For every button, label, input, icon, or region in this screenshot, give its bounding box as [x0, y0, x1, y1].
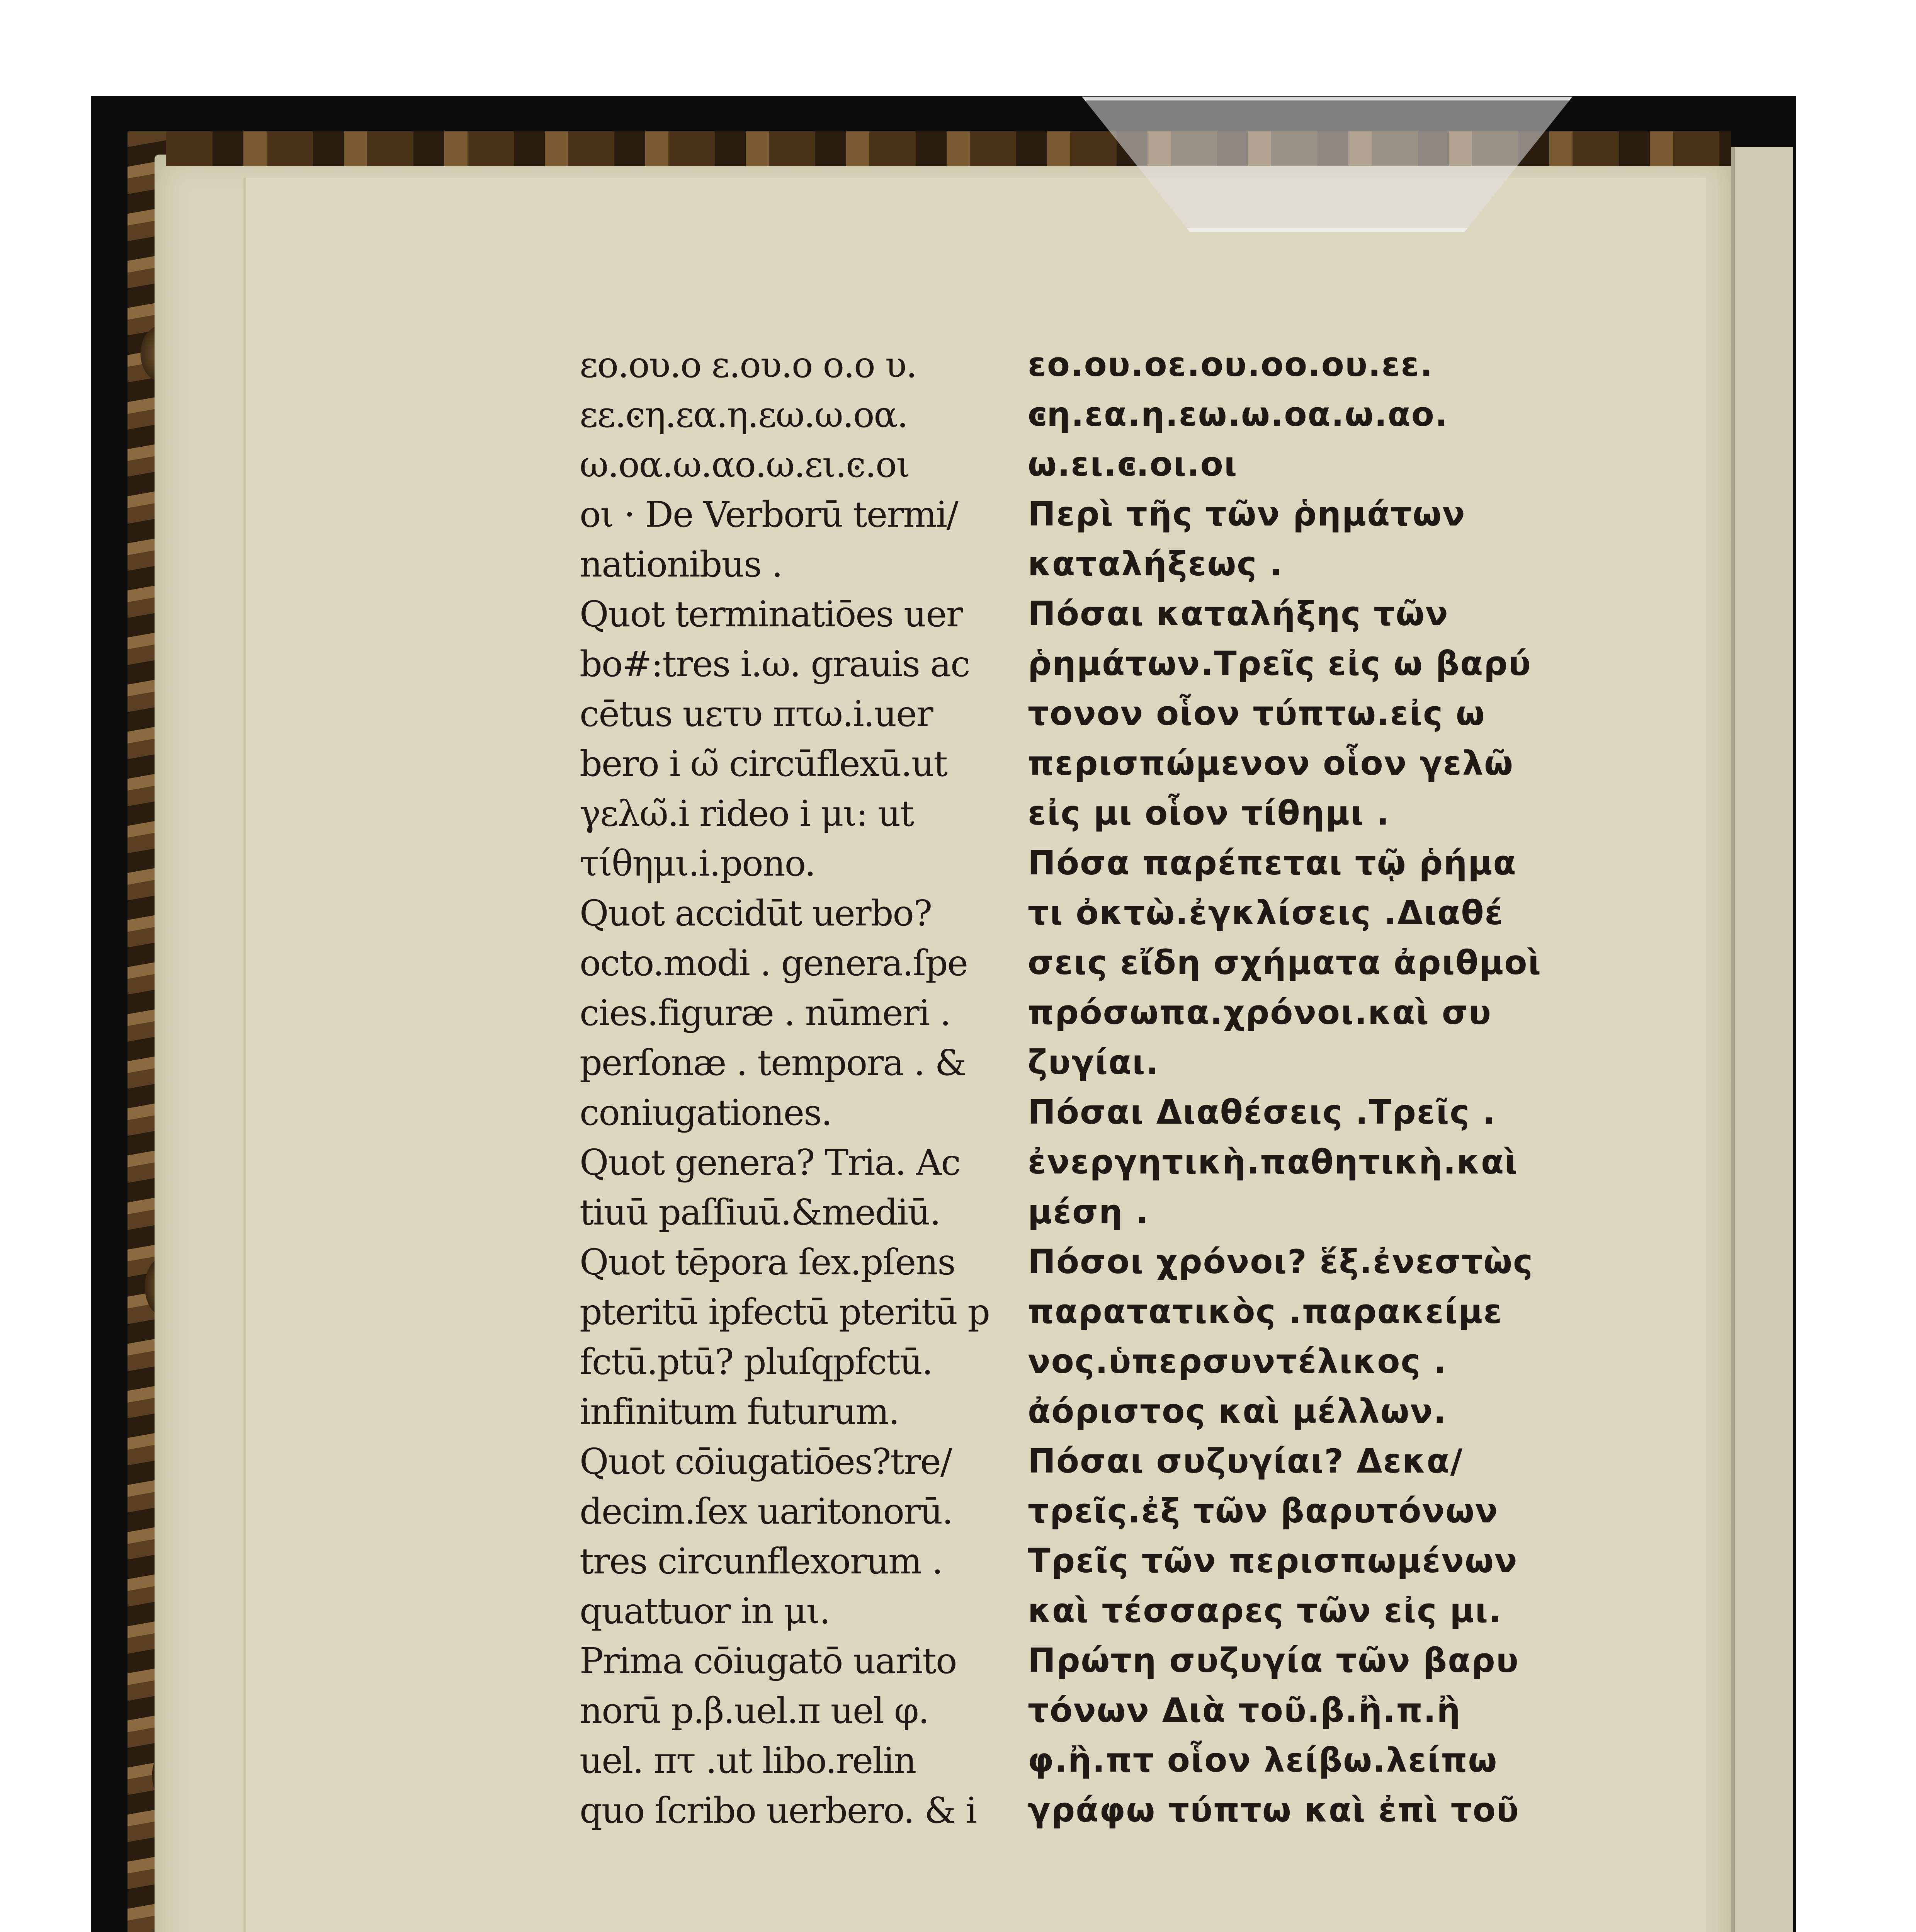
latin-text-line: fctū.ptū? pluſqpfctū. [580, 1341, 933, 1383]
greek-text-line: ͼη.εα.η.εω.ω.οα.ω.αο. [1028, 395, 1448, 434]
greek-text-line: Πόσα παρέπεται τῷ ῥήμα [1028, 844, 1517, 883]
latin-text-line: norū p.β.uel.π uel φ. [580, 1690, 929, 1731]
greek-text-line: εἰς μι οἷον τίθημι . [1028, 794, 1390, 833]
latin-text-line: coniugationes. [580, 1092, 832, 1133]
latin-text-line: perſonæ . tempora . & [580, 1042, 966, 1083]
greek-text-line: ἐνεργητικὴ.παθητικὴ.καὶ [1028, 1143, 1518, 1182]
greek-text-line: ζυγίαι. [1028, 1043, 1159, 1082]
latin-text-line: ω.οα.ω.αο.ω.ει.ͼ.οι [580, 444, 910, 485]
greek-text-line: γράφω τύπτω καὶ ἐπὶ τοῦ [1028, 1791, 1520, 1830]
board-right-edge [1731, 147, 1793, 1932]
greek-text-line: καὶ τέσσαρες τῶν εἰς μι. [1028, 1592, 1502, 1630]
greek-text-line: τι ὀκτὼ.ἐγκλίσεις .Διαθέ [1028, 894, 1504, 932]
greek-text-line: ἀόριστος καὶ μέλλων. [1028, 1392, 1447, 1431]
latin-text-line: tres circunflexorum . [580, 1541, 942, 1582]
latin-text-line: εε.ͼη.εα.η.εω.ω.οα. [580, 394, 908, 435]
latin-text-line: γελω̃.i rideo i μι: ut [580, 793, 914, 834]
latin-text-line: pteritū ipfectū pteritū p [580, 1291, 990, 1333]
latin-text-line: Quot cōiugatiōes?tre/ [580, 1441, 952, 1482]
greek-text-line: Περὶ τῆς τῶν ῥημάτων [1028, 495, 1466, 534]
greek-text-line: Τρεῖς τῶν περισπωμένων [1028, 1542, 1518, 1580]
greek-text-line: τόνων Διὰ τοῦ.β.ἢ.π.ἢ [1028, 1691, 1461, 1730]
greek-text-line: Πόσαι συζυγίαι? Δεκα/ [1028, 1442, 1464, 1481]
greek-text-line: Πόσαι καταλήξης τῶν [1028, 595, 1449, 633]
latin-text-line: οι · De Verborū termi/ [580, 494, 958, 535]
greek-text-line: πρόσωπα.χρόνοι.καὶ συ [1028, 993, 1492, 1032]
greek-text-line: εο.ου.οε.ου.οο.ου.εε. [1028, 345, 1433, 384]
greek-text-line: καταλήξεως . [1028, 545, 1283, 583]
latin-column [580, 340, 1005, 1835]
latin-text-line: bo#:tres i.ω. grauis ac [580, 643, 970, 685]
latin-text-line: Quot terminatiōes uer [580, 594, 962, 635]
greek-text-line: μέση . [1028, 1193, 1149, 1231]
greek-text-line: Πόσοι χρόνοι? ἕξ.ἐνεστὼς [1028, 1243, 1533, 1281]
greek-text-line: Πρώτη συζυγία τῶν βαρυ [1028, 1641, 1519, 1680]
latin-text-line: cētus uετυ πτω.i.uer [580, 693, 933, 735]
greek-text-line: σεις εἴδη σχήματα ἀριθμοὶ [1028, 944, 1542, 982]
latin-text-line: quo ſcribo uerbero. & i [580, 1790, 977, 1831]
latin-text-line: τίθημι.i.pono. [580, 843, 815, 884]
latin-text-line: εο.ου.ο ε.ου.ο ο.ο υ. [580, 344, 917, 386]
greek-text-line: ῥημάτων.Τρεῖς εἰς ω βαρύ [1028, 645, 1532, 683]
greek-text-line: Πόσαι Διαθέσεις .Τρεῖς . [1028, 1093, 1496, 1132]
latin-text-line: Quot accidūt uerbo? [580, 893, 932, 934]
greek-text-line: νος.ὑπερσυντέλικος . [1028, 1342, 1447, 1381]
greek-text-line: παρατατικὸς .παρακείμε [1028, 1293, 1503, 1331]
greek-text-line: ω.ει.ͼ.οι.οι [1028, 445, 1238, 484]
latin-text-line: decim.ſex uaritonorū. [580, 1491, 953, 1532]
latin-text-line: Quot genera? Tria. Ac [580, 1142, 960, 1183]
latin-text-line: cies.figuræ . nūmeri . [580, 992, 950, 1034]
greek-text-line: περισπώμενον οἷον γελῶ [1028, 744, 1514, 783]
greek-text-line: φ.ἢ.πτ οἷον λείβω.λείπω [1028, 1741, 1498, 1780]
greek-text-line: τρεῖς.ἐξ τῶν βαρυτόνων [1028, 1492, 1499, 1531]
greek-column [1028, 340, 1638, 1835]
latin-text-line: bero i ω̃ circūflexū.ut [580, 743, 947, 784]
latin-text-line: tiuū paſſiuū.&mediū. [580, 1192, 940, 1233]
latin-text-line: uel. πτ .ut libo.relin [580, 1740, 916, 1781]
latin-text-line: Quot tēpora ſex.pſens [580, 1242, 955, 1283]
latin-text-line: infinitum futurum. [580, 1391, 899, 1432]
latin-text-line: Prima cōiugatō uarito [580, 1640, 957, 1682]
greek-text-line: τονον οἷον τύπτω.εἰς ω [1028, 694, 1486, 733]
latin-text-line: nationibus . [580, 544, 782, 585]
latin-text-line: quattuor in μι. [580, 1590, 830, 1632]
latin-text-line: octo.modi . genera.ſpe [580, 942, 968, 984]
